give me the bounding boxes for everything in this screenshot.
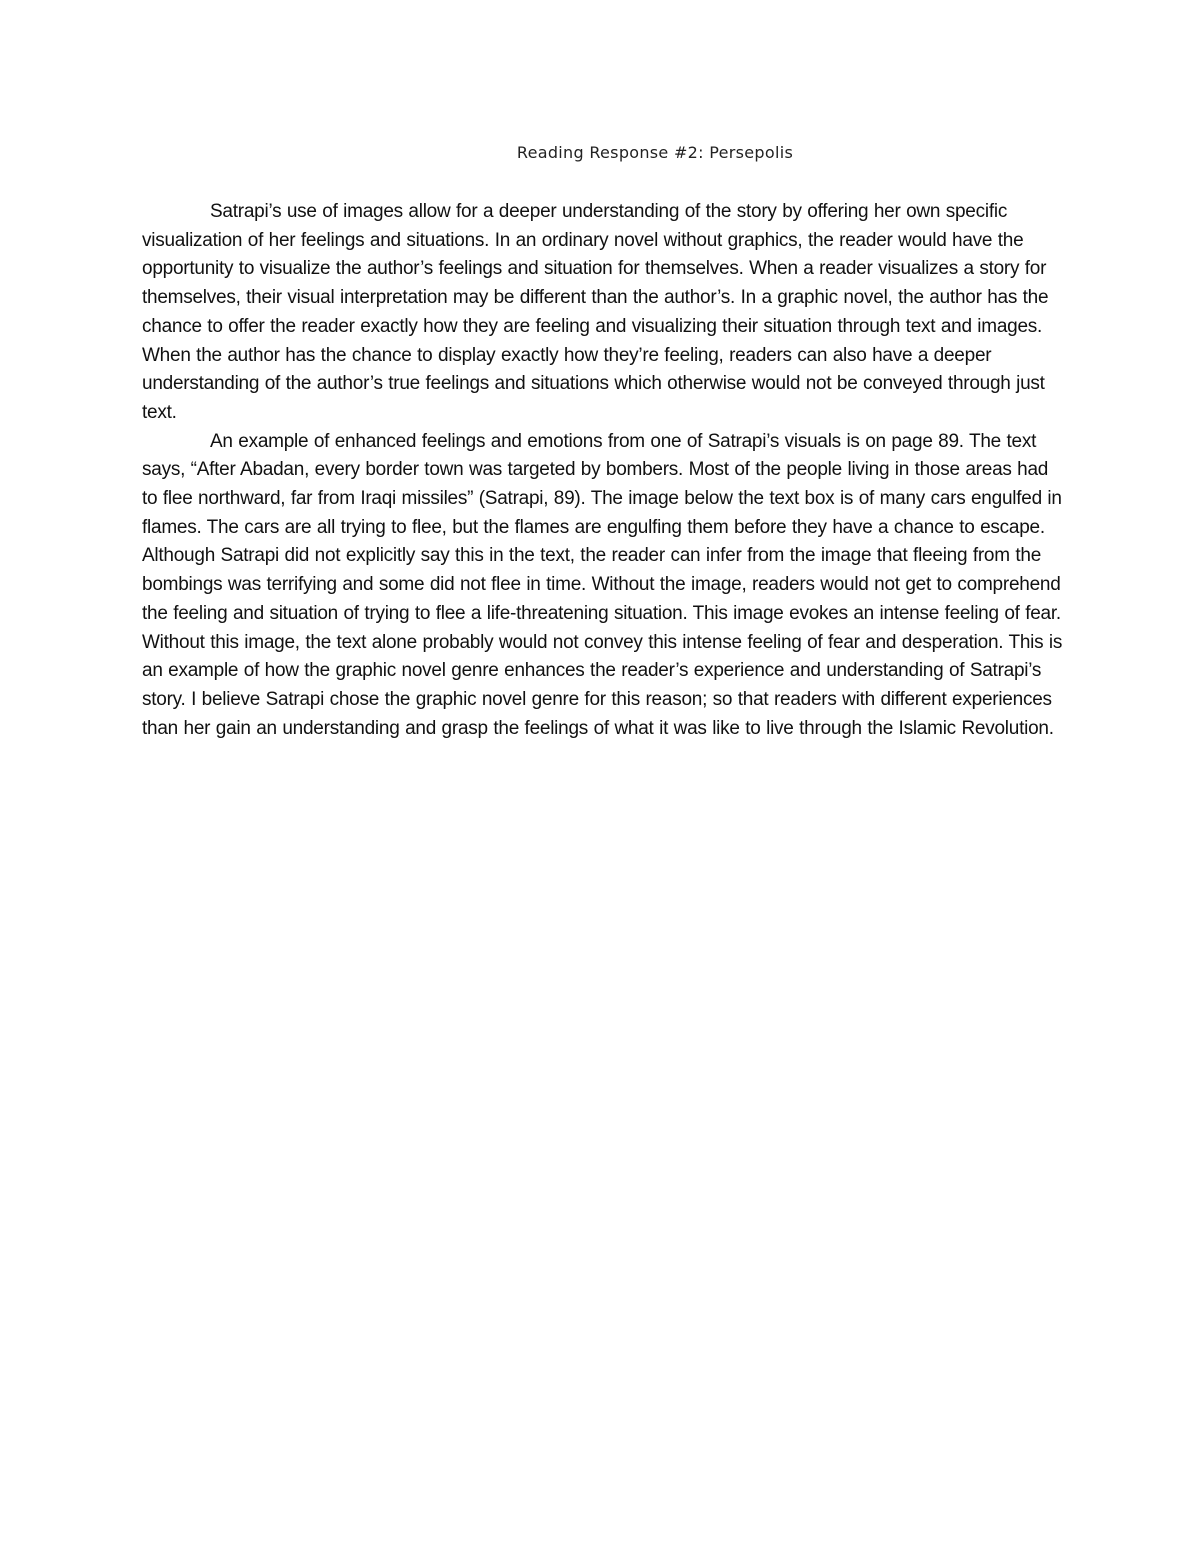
paragraph-1: Satrapi’s use of images allow for a deeper understanding of the story by offering her own specific visualization of her feelings and situations. In an ordinary novel without graphics, the reader would have the opportunity to visualize the author’s feelings and situation for themselves. When a reader visualizes a story for themselves, their visual interpretation may be different than the author’s. In a graphic novel, the author has the chance to offer the reader exactly how they are feeling and visualizing their situation through text and images. When the author has the chance to display exactly how they’re feeling, readers can also have a deeper understanding of the author’s true feelings and situations which otherwise would not be conveyed through just text. (142, 201, 1049, 423)
document-title: Reading Response #2: Persepolis (516, 143, 794, 162)
document-body (142, 198, 1067, 743)
paragraph-2: An example of enhanced feelings and emotions from one of Satrapi’s visuals is on page 89. The text says, “After Abadan, every border town was targeted by bombers. Most of the people living in those areas had to flee northward, far from Iraqi missiles” (Satrapi, 89). The image below the text box is of many cars engulfed in flames. The cars are all trying to flee, but the flames are engulfing them before they have a chance to escape. Although Satrapi did not explicitly say this in the text, the reader can infer from the image that fleeing from the bombings was terrifying and some did not flee in time. Without the image, readers would not get to comprehend the feeling and situation of trying to flee a life-threatening situation. This image evokes an intense feeling of fear. Without this image, the text alone probably would not convey this intense feeling of fear and desperation. This is an example of how the graphic novel genre enhances the reader’s experience and understanding of Satrapi’s story. I believe Satrapi chose the graphic novel genre for this reason; so that readers with different experiences than her gain an understanding and grasp the feelings of what it was like to live through the Islamic Revolution. (142, 430, 1063, 739)
